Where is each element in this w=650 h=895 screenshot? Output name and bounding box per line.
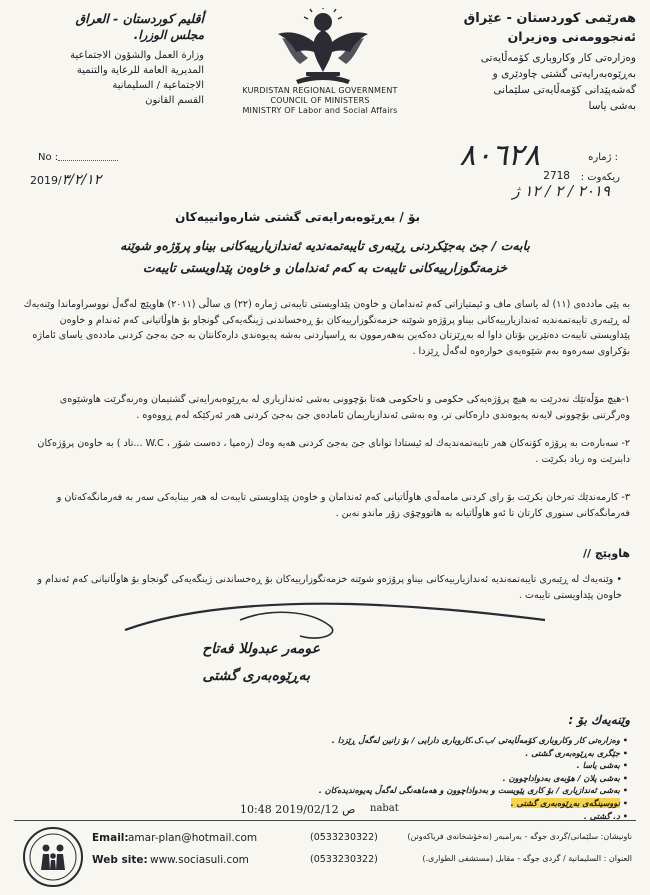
recipient-line: بۆ / بەڕێوەبەرایەتی گشتی شارەوانییەکان [175, 210, 420, 224]
header-ku-ministry: وەزارەتی کار وکاروباری کۆمەڵایەتی [480, 52, 636, 64]
attachment-item: • وێنەیەك لە ڕێبەری تایبەتمەندیە ئەندازیارییەکانی بیناو پرۆژەو شوێنە خزمەتگوزارییەکان بۆ ڕەخساندنی ژینگەیەکی گونجاو بۆ هاوڵاتیانی کەم ئەندام و خاوەن پێداویستی تایبەت . [37, 574, 622, 601]
cc-item: • د. گشتی . [248, 810, 628, 823]
cc-heading: وێنەیەك بۆ : [568, 713, 630, 727]
cc-item: • بەشی پلان / هۆبەی بەدواداچوون . [248, 772, 628, 785]
body-point-3: ٣- کارمەندێك تەرخان بکرێت بۆ رای کردنی مامەڵەی هاوڵاتیانی کەم ئەندامان و خاوەن پێداویستی تایبەت لە هەر بینایەکی سەر بە فەرمانگەکەتان و فەرمانگەکانی سنوری کارتان تا ئەو هاوڵاتیانە بە هاتووچۆی زۆر ماندو نەبن . [56, 492, 630, 519]
date-left [30, 172, 101, 188]
footer-email-label: Email: [92, 832, 129, 844]
subject-line-2: خزمەتگوزارییەکانی تایبەت بە کەم ئەندامان و خاوەن پێداویستی تایبەت [142, 260, 508, 275]
header-ku-council: ئەنجوومەنی وەزیران [507, 29, 636, 44]
gov-council: COUNCIL OF MINISTERS [270, 96, 370, 105]
body-point-1: ١-هیچ مۆڵەتێك نەدرێت بە هیچ پرۆژەیەکی حکومی و ناحکومی هەتا بۆچوونی بەشی ئەندازیاری لە بەڕێوەبەرایەتی گشتیمان وەرنەگرێت هاوشێوەی وەرگرتنی بۆچوونی لایەنە پەیوەندی دارەکانی تر، وە بەشی ئەندازیاریمان ئامادەی جێ بەجێ کردنی هەر ئەرکێکە لەم ڕووەوە . [59, 394, 630, 421]
signature-scribble-icon [120, 590, 550, 660]
header-ar-directorate2: الاجتماعية / السليمانية [112, 80, 204, 91]
footer-website-link[interactable]: www.sociasuli.com [150, 854, 249, 866]
cc-item: • وەزارەتی کار وکاروباری کۆمەڵایەتی /ب.ک.کاروباری دارایی / بۆ زانین لەگەڵ ڕێزدا . [248, 734, 628, 747]
header-ku-region: هەرێمی کوردستان - عێراق [463, 11, 636, 26]
subject-line-1: بابەت / جێ بەجێکردنی ڕێبەری تایبەتمەندیە ئەندازیارییەکانی بیناو پرۆژەو شوێنە [120, 238, 530, 253]
footer-address-kurdish: ناونیشان: سلێمانی/گردی جوگە - بەرامبەر (نەخۆشخانەی فریاکەوتن) [407, 832, 632, 841]
ministry-logo-icon [22, 826, 84, 888]
signatory-name: عومەر عبدوللا فەتاح [202, 641, 320, 657]
header-english [210, 86, 430, 116]
no-label: No : [38, 152, 59, 163]
body-paragraph-intro: بە پێی ماددەی (١١) لە یاسای ماف و ئیمتیازاتی کەم ئەندامان و خاوەن پێداویستی تایبەتی ژمارە (٢٢) ی ساڵی (٢٠١١) هاوپێچ لەگەڵ نووسراوماندا وێنەیەك لە ڕێبەری تایبەتمەندیە ئەندازیارییەکانی بیناو پرۆژەو شوێنە خزمەتگوزارییەکان بۆ ڕەخساندنی ژینگەیەکی گونجاو بۆ هاوڵاتیانی کەم ئەندام و خاوەن پێداویستی تایبەت دەنێرین بۆتان داوا لە بەڕێزتان دەکەین بەهەرموون بە ڕاسپاردنی بەشە پەیوەندی دارەکانتان بە جێ بەجێ کردنی ماددەی یاسای ئاماژە بۆکراوی سەرەوە بەم شێوەیەی خوارەوە لەگەڵ ڕێزدا . [23, 299, 630, 357]
footer-phone-2: (0533230322) [310, 854, 378, 865]
gov-ministry: MINISTRY OF Labor and Social Affairs [242, 106, 398, 115]
footer-website-label: Web site: [92, 854, 148, 866]
header-arabic [14, 10, 204, 108]
header-ku-directorate: بەڕێوەبەرایەتی گشتی چاودێری و [492, 68, 636, 80]
cc-item: • بەشی یاسا . [248, 759, 628, 772]
footer-address-arabic: العنوان : السليمانية / گردی جوگە - مقابل (مستشفى الطوارى.) [422, 854, 632, 863]
header-ar-region: أقليم كوردستان - العراق [75, 11, 204, 26]
header-kurdish [416, 10, 636, 114]
cc-item: • جێگری بەڕێوەبەری گشتی . [248, 747, 628, 760]
rekawt-label: ریکەوت : [580, 172, 620, 183]
handwritten-date: ٢٠١٩ / ٢ / ١٢ ژ [512, 182, 610, 200]
print-user: nabat [370, 803, 399, 814]
zhmara-handwritten-number: ٨٠٦٢٨ [459, 138, 540, 173]
date-left-handwritten: ٣/٢/١٢ [61, 172, 102, 188]
attachment-heading: هاوپێچ // [582, 547, 630, 560]
body-point-2: ٢- سەبارەت بە پرۆژە کۆنەکان هەر تایبەتمەندیەك لە ئیستادا توانای جێ بەجێ کردنی هەیە وەك (رەمپا ، دەست شۆر ، W.C ...تاد ) بە خاوەن پرۆژەکان دابنرێت وە زیاد بکرێت . [37, 438, 630, 465]
header-ku-directorate2: گەشەپێدانی کۆمەڵایەتی سلێمانی [493, 84, 636, 96]
print-timestamp: 10:48 2019/02/12 ص [240, 803, 356, 816]
header-ar-ministry: وزارة العمل والشؤون الاجتماعية [70, 50, 204, 61]
zhmara-label: : ژمارە [588, 152, 618, 163]
footer-email-link[interactable]: amar-plan@hotmail.com [128, 832, 258, 844]
header-ku-department: بەشی یاسا [588, 100, 636, 112]
cc-item-highlighted: • نووسینگەی بەڕێوەبەری گشتی . [248, 797, 628, 810]
date-left-year: 2019/ [30, 174, 62, 187]
footer-divider [14, 820, 636, 821]
cc-item: • بەشی ئەندازیاری / بۆ کاری پێویست و بەدواداچوون و هەماهەنگی لەگەڵ پەیوەندیدەکان . [248, 784, 628, 797]
gov-name: KURDISTAN REGIONAL GOVERNMENT [242, 86, 398, 95]
rekawt-value: 2718 [543, 170, 570, 182]
no-dotted-line [58, 160, 118, 161]
header-ar-directorate: المديرية العامة للرعاية والتنمية [76, 65, 204, 76]
signatory-title: بەڕێوەبەری گشتی [202, 668, 310, 684]
header-ar-council: مجلس الوزرا. [133, 28, 204, 42]
header-ar-department: القسم القانون [145, 95, 204, 106]
footer-phone-1: (0533230322) [310, 832, 378, 843]
kurdistan-emblem-icon [268, 8, 378, 88]
